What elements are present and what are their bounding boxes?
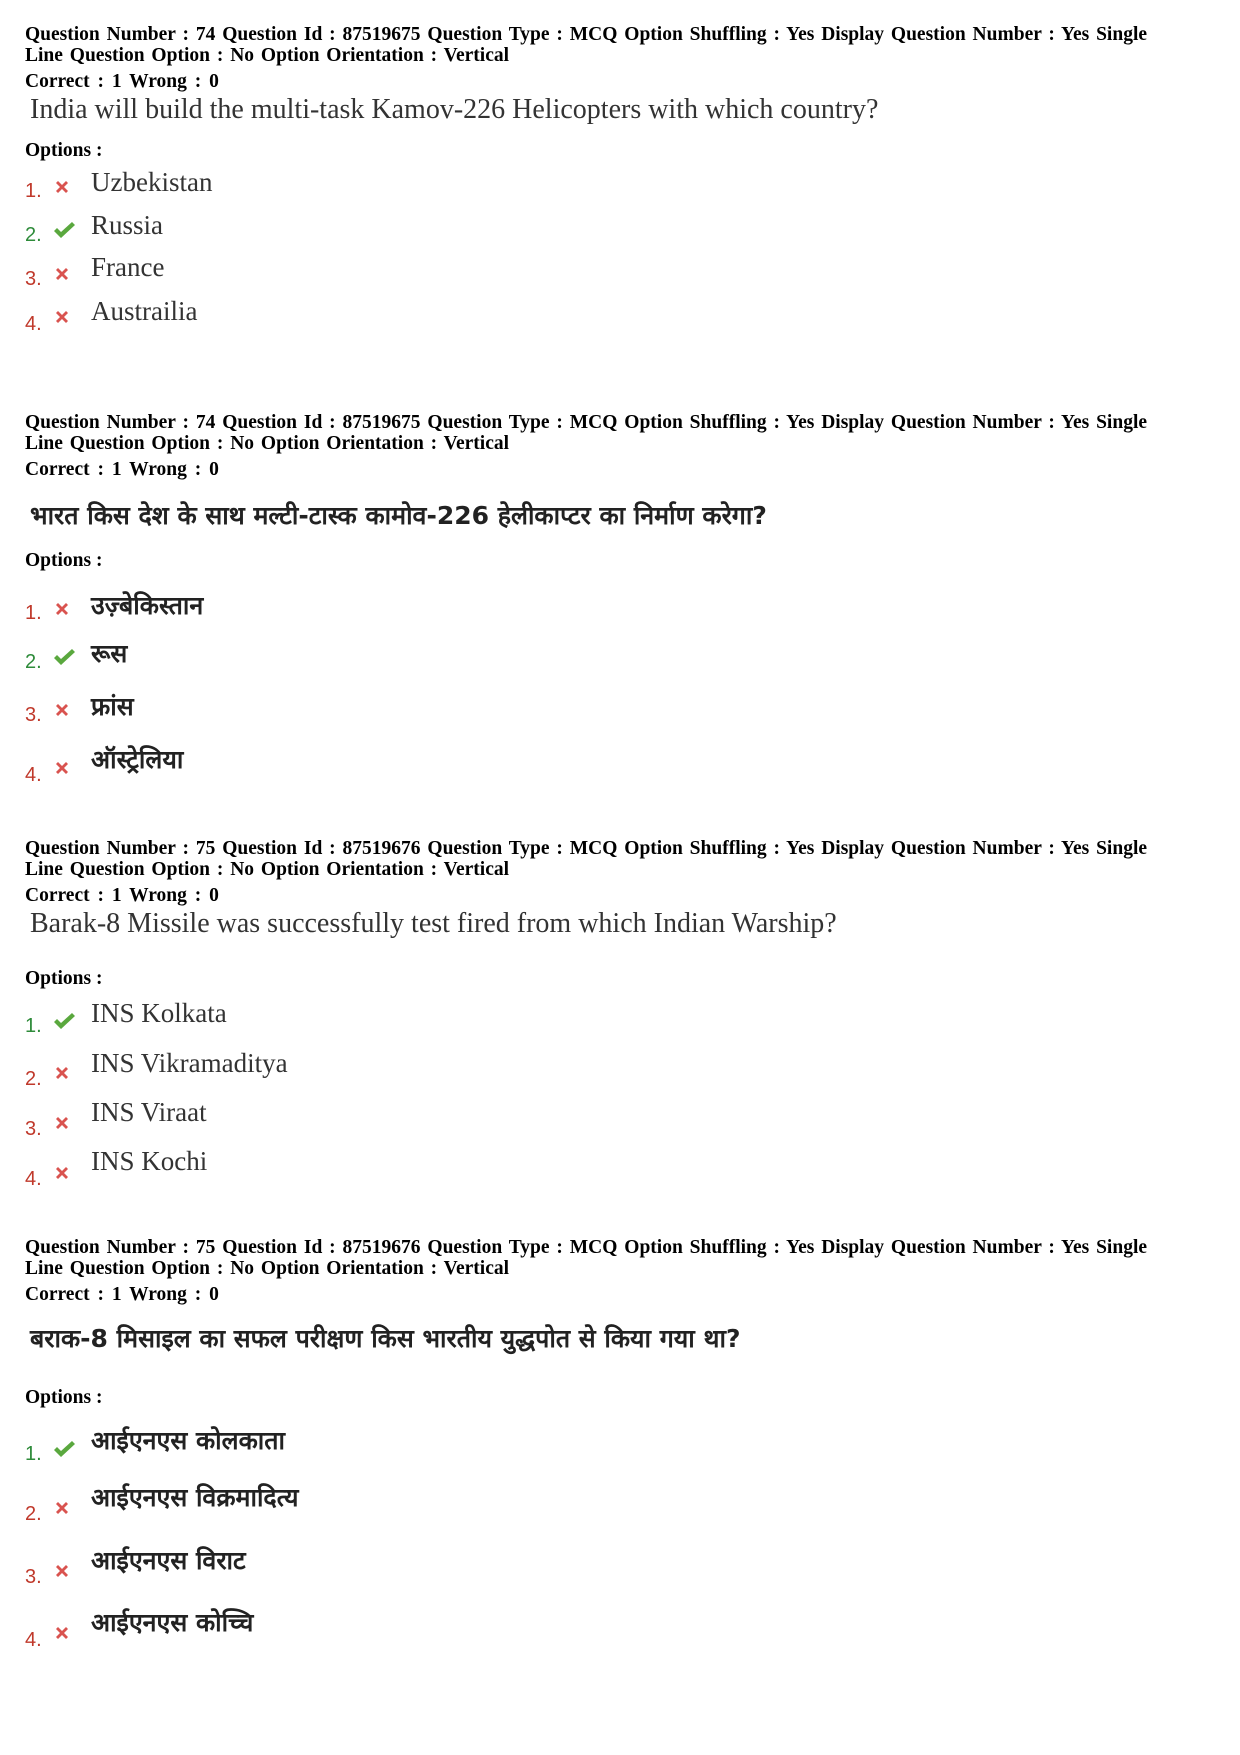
option-number: 1. xyxy=(25,180,42,202)
option-number: 1. xyxy=(25,1443,42,1465)
cross-icon xyxy=(52,1498,72,1518)
option-text: उज़्बेकिस्तान xyxy=(91,591,204,620)
check-icon xyxy=(52,1439,76,1459)
options-label: Options : xyxy=(25,1387,103,1408)
option-number: 3. xyxy=(25,268,42,290)
option-number: 2. xyxy=(25,1068,42,1090)
option-text: फ्रांस xyxy=(91,692,134,721)
question-meta xyxy=(25,1237,1215,1279)
question-meta-line2: Line Question Option : No Option Orientation : Vertical xyxy=(25,433,510,454)
option-text: France xyxy=(91,252,165,282)
option-3 xyxy=(25,690,825,730)
option-number: 2. xyxy=(25,651,42,673)
marks-info: Correct : 1 Wrong : 0 xyxy=(25,71,219,92)
cross-icon xyxy=(52,1063,72,1083)
cross-icon xyxy=(52,1113,72,1133)
question-meta xyxy=(25,24,1215,66)
option-number: 3. xyxy=(25,704,42,726)
option-4 xyxy=(25,745,825,790)
cross-icon xyxy=(52,1561,72,1581)
option-text: रूस xyxy=(91,639,128,668)
cross-icon xyxy=(52,307,72,327)
check-icon xyxy=(52,647,76,667)
question-block-75-en xyxy=(25,838,1215,1208)
option-2 xyxy=(25,212,825,252)
option-4 xyxy=(25,1146,825,1191)
option-number: 4. xyxy=(25,313,42,335)
option-4 xyxy=(25,296,825,341)
question-block-74-en xyxy=(25,24,1215,364)
cross-icon xyxy=(52,1623,72,1643)
option-1 xyxy=(25,1425,825,1465)
question-text: India will build the multi-task Kamov-226 Helicopters with which country? xyxy=(30,94,879,125)
cross-icon xyxy=(52,599,72,619)
cross-icon xyxy=(52,1163,72,1183)
option-number: 4. xyxy=(25,1629,42,1651)
question-text: Barak-8 Missile was successfully test fired from which Indian Warship? xyxy=(30,908,837,939)
option-3 xyxy=(25,1097,825,1141)
option-text: INS Kolkata xyxy=(91,998,227,1028)
option-text: Austrailia xyxy=(91,296,198,326)
option-number: 2. xyxy=(25,224,42,246)
option-text: आईएनएस कोच्चि xyxy=(91,1608,254,1637)
cross-icon xyxy=(52,700,72,720)
question-block-75-hi xyxy=(25,1237,1215,1667)
option-number: 1. xyxy=(25,602,42,624)
option-text: INS Kochi xyxy=(91,1146,208,1176)
question-meta xyxy=(25,412,1215,454)
marks-info: Correct : 1 Wrong : 0 xyxy=(25,459,219,480)
question-text: भारत किस देश के साथ मल्टी-टास्क कामोव-226 हेलीकाप्टर का निर्माण करेगा? xyxy=(30,501,767,530)
option-2 xyxy=(25,1048,825,1091)
option-text: Russia xyxy=(91,210,164,240)
option-number: 3. xyxy=(25,1566,42,1588)
option-1 xyxy=(25,167,825,207)
options-label: Options : xyxy=(25,140,103,161)
option-2 xyxy=(25,637,825,677)
question-meta-line2: Line Question Option : No Option Orientation : Vertical xyxy=(25,859,510,880)
question-meta-line2: Line Question Option : No Option Orientation : Vertical xyxy=(25,1258,510,1279)
question-meta-line1: Question Number : 75 Question Id : 87519676 Question Type : MCQ Option Shuffling : Yes Display Question Number : Yes Single xyxy=(25,838,1148,859)
option-number: 1. xyxy=(25,1015,42,1037)
question-text: बराक-8 मिसाइल का सफल परीक्षण किस भारतीय युद्धपोत से किया गया था? xyxy=(30,1324,741,1353)
option-number: 3. xyxy=(25,1118,42,1140)
option-1 xyxy=(25,585,825,625)
option-text: आईएनएस कोलकाता xyxy=(91,1426,285,1455)
cross-icon xyxy=(52,177,72,197)
options-label: Options : xyxy=(25,550,103,571)
option-2 xyxy=(25,1485,825,1525)
question-block-74-hi xyxy=(25,412,1215,812)
marks-info: Correct : 1 Wrong : 0 xyxy=(25,885,219,906)
option-text: Uzbekistan xyxy=(91,167,213,197)
marks-info: Correct : 1 Wrong : 0 xyxy=(25,1284,219,1305)
question-meta-line1: Question Number : 74 Question Id : 87519675 Question Type : MCQ Option Shuffling : Yes Display Question Number : Yes Single xyxy=(25,412,1148,433)
question-meta-line1: Question Number : 75 Question Id : 87519676 Question Type : MCQ Option Shuffling : Yes Display Question Number : Yes Single xyxy=(25,1237,1148,1258)
check-icon xyxy=(52,220,76,240)
option-4 xyxy=(25,1608,825,1651)
cross-icon xyxy=(52,264,72,284)
option-1 xyxy=(25,998,825,1038)
check-icon xyxy=(52,1011,76,1031)
option-text: INS Viraat xyxy=(91,1097,207,1127)
question-meta-line2: Line Question Option : No Option Orientation : Vertical xyxy=(25,45,510,66)
options-label: Options : xyxy=(25,968,103,989)
question-meta xyxy=(25,838,1215,880)
option-number: 4. xyxy=(25,1168,42,1190)
option-text: INS Vikramaditya xyxy=(91,1048,288,1078)
option-text: आईएनएस विराट xyxy=(91,1546,246,1575)
option-3 xyxy=(25,252,825,296)
option-text: आईएनएस विक्रमादित्य xyxy=(91,1483,299,1512)
option-number: 4. xyxy=(25,764,42,786)
option-text: ऑस्ट्रेलिया xyxy=(91,745,184,774)
option-3 xyxy=(25,1548,825,1588)
cross-icon xyxy=(52,758,72,778)
question-meta-line1: Question Number : 74 Question Id : 87519675 Question Type : MCQ Option Shuffling : Yes Display Question Number : Yes Single xyxy=(25,24,1148,45)
option-number: 2. xyxy=(25,1503,42,1525)
